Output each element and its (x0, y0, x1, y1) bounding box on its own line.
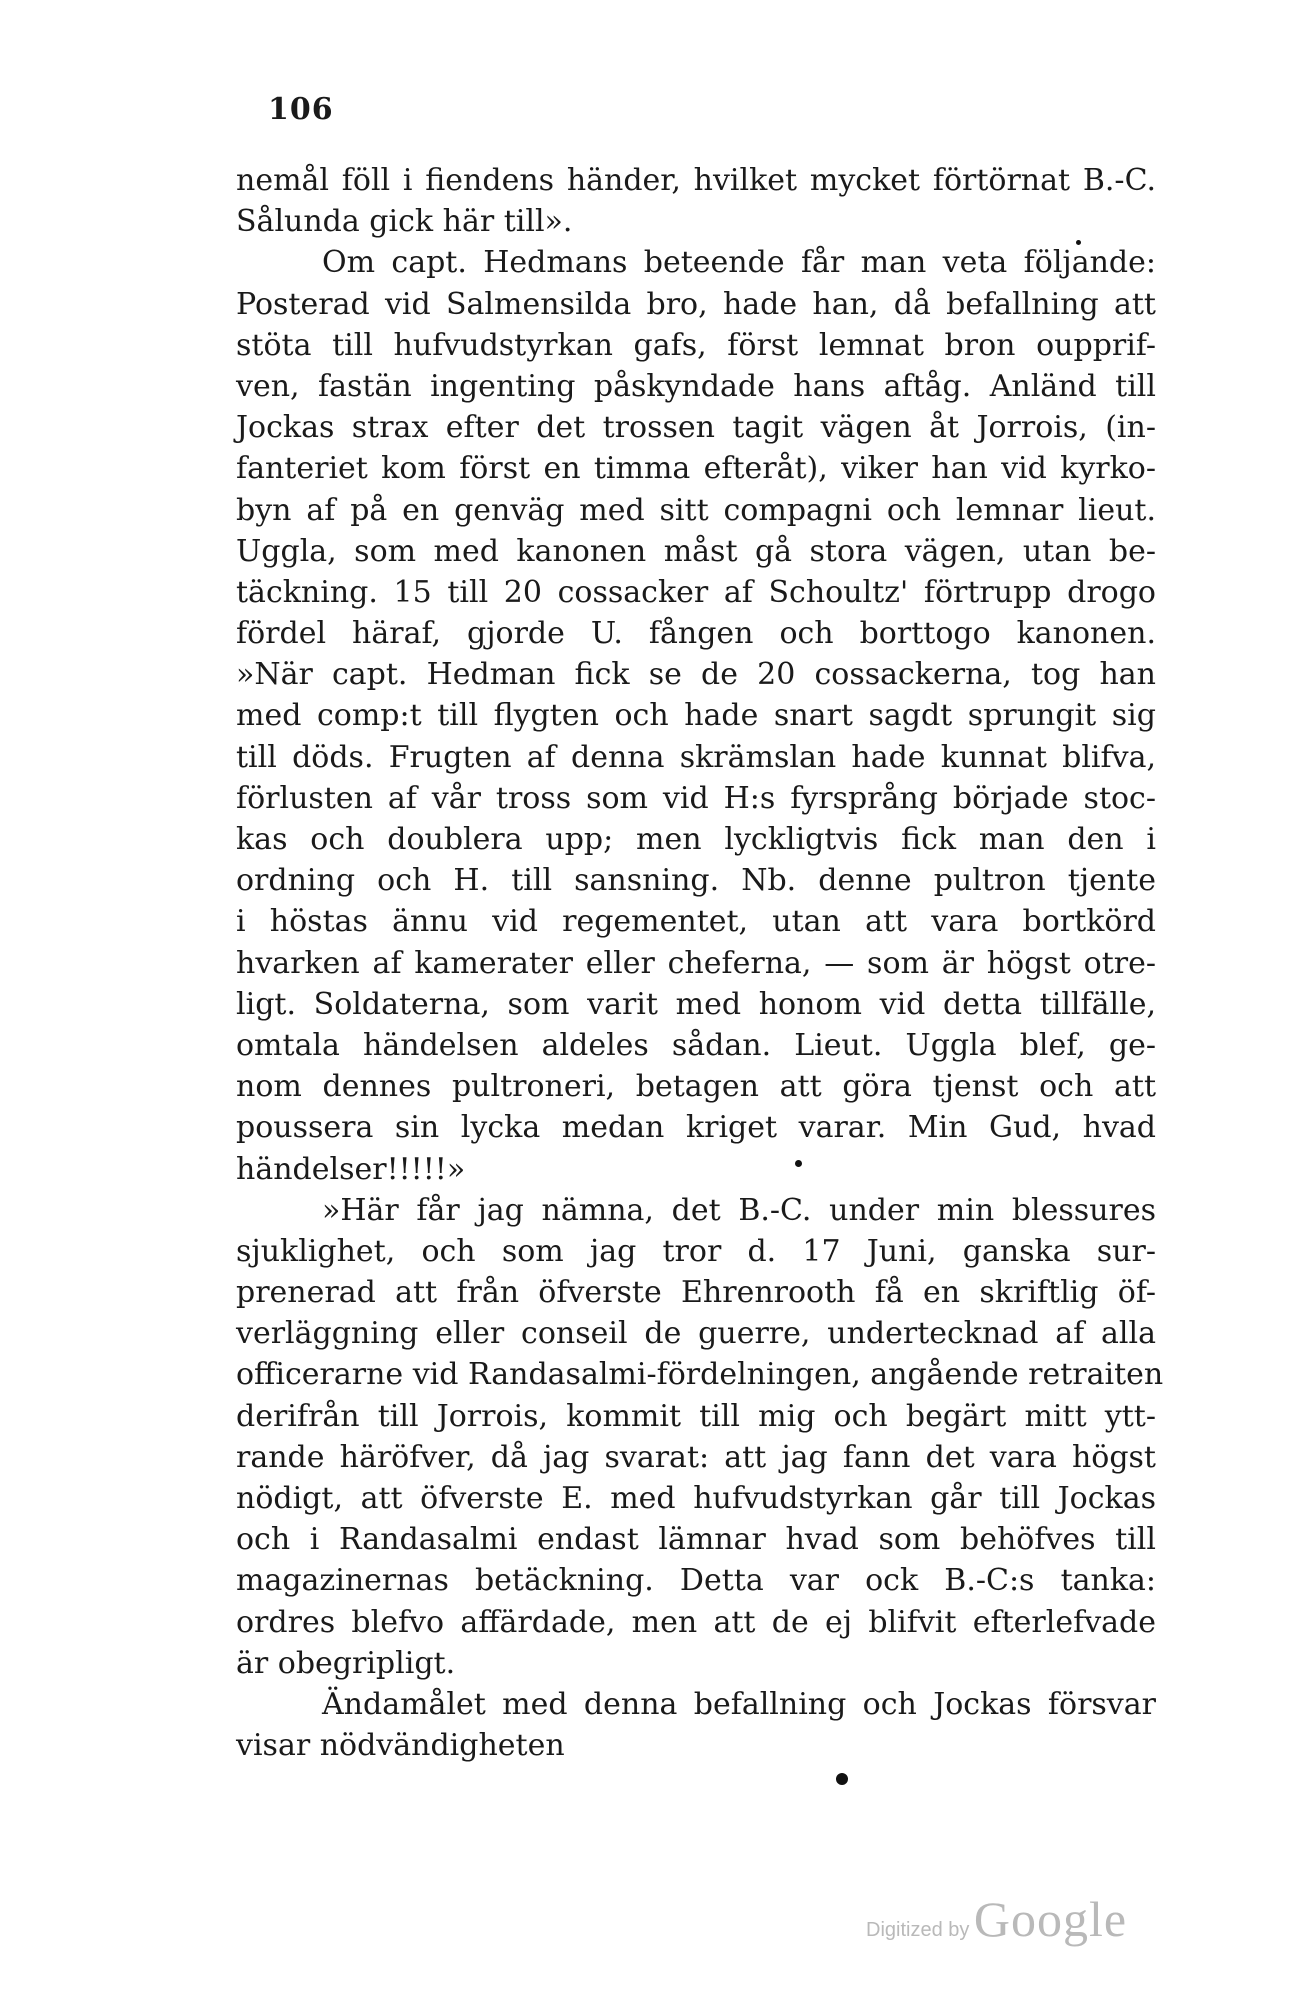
text-line: ligt. Soldaterna, som varit med honom vid detta tillfälle, (236, 986, 1156, 1022)
text-line: Posterad vid Salmensilda bro, hade han, då befallning att (236, 286, 1156, 322)
text-line: officerarne vid Randasalmi-fördelningen, angående retraiten (236, 1357, 1164, 1393)
text-line: ordning och H. till sansning. Nb. denne pultron tjente (236, 863, 1156, 899)
text-line: verläggning eller conseil de guerre, undertecknad af alla (236, 1316, 1156, 1352)
text-line: Ändamålet med denna befallning och Jockas försvar (322, 1686, 1156, 1722)
text-line: fördel häraf, gjorde U. fången och borttogo kanonen. (236, 616, 1156, 652)
text-line: fanteriet kom först en timma efteråt), viker han vid kyrko- (236, 451, 1156, 487)
text-line: i höstas ännu vid regementet, utan att vara bortkörd (236, 904, 1156, 940)
text-line: nemål föll i fiendens händer, hvilket mycket förtörnat B.-C. (236, 163, 1156, 198)
page-body-text (236, 160, 1164, 1766)
text-line: Jockas strax efter det trossen tagit vägen åt Jorrois, (in- (236, 410, 1156, 446)
ink-speck (1076, 240, 1081, 245)
text-line: omtala händelsen aldeles sådan. Lieut. Uggla blef, ge- (236, 1027, 1156, 1063)
text-line: med comp:t till flygten och hade snart sagdt sprungit sig (236, 698, 1156, 734)
watermark-small-text: Digitized by (866, 1919, 970, 1941)
text-line: till döds. Frugten af denna skrämslan hade kunnat blifva, (236, 739, 1156, 775)
text-line: och i Randasalmi endast lämnar hvad som behöfves till (236, 1522, 1156, 1558)
text-line: händelser!!!!!» (236, 1151, 466, 1187)
text-line: ordres blefvo affärdade, men att de ej blifvit efterlefvade (236, 1604, 1156, 1640)
text-line: stöta till hufvudstyrkan gafs, först lemnat bron oupprif- (236, 327, 1156, 363)
text-line: Uggla, som med kanonen måst gå stora vägen, utan be- (236, 533, 1156, 569)
text-line: magazinernas betäckning. Detta var ock B.-C:s tanka: (236, 1563, 1156, 1599)
text-line: »När capt. Hedman fick se de 20 cossackerna, tog han (236, 657, 1156, 693)
text-line: är obegripligt. (236, 1645, 456, 1681)
page-number: 106 (268, 92, 334, 127)
text-line: ven, fastän ingenting påskyndade hans aftåg. Anländ till (236, 368, 1156, 404)
text-line: »Här får jag nämna, det B.-C. under min blessures (322, 1192, 1156, 1228)
text-line: hvarken af kamerater eller cheferna, — som är högst otre- (236, 945, 1156, 981)
text-line: byn af på en genväg med sitt compagni och lemnar lieut. (236, 492, 1156, 528)
digitized-by-google-watermark (866, 1890, 1127, 1948)
text-line: nödigt, att öfverste E. med hufvudstyrkan går till Jockas (236, 1481, 1156, 1516)
text-line: kas och doublera upp; men lyckligtvis fick man den i (236, 822, 1156, 857)
text-line: förlusten af vår tross som vid H:s fyrsprång började stoc- (236, 780, 1156, 816)
text-line: poussera sin lycka medan kriget varar. Min Gud, hvad (236, 1110, 1156, 1146)
text-line: täckning. 15 till 20 cossacker af Schoultz' förtrupp drogo (236, 574, 1156, 610)
ink-speck (795, 1160, 802, 1167)
text-line: rande häröfver, då jag svarat: att jag fann det vara högst (236, 1439, 1156, 1475)
ink-speck (836, 1773, 848, 1785)
text-line: sjuklighet, och som jag tror d. 17 Juni, ganska sur- (236, 1233, 1156, 1269)
text-line: prenerad att från öfverste Ehrenrooth få en skriftlig öf- (236, 1275, 1156, 1311)
text-line: Om capt. Hedmans beteende får man veta följande: (322, 245, 1156, 281)
text-line: visar nödvändigheten (236, 1728, 565, 1764)
text-line: derifrån till Jorrois, kommit till mig och begärt mitt ytt- (236, 1398, 1156, 1434)
text-line: nom dennes pultroneri, betagen att göra tjenst och att (236, 1069, 1156, 1105)
watermark-logo-text: Google (973, 1891, 1128, 1947)
text-line: Sålunda gick här till». (236, 204, 573, 240)
